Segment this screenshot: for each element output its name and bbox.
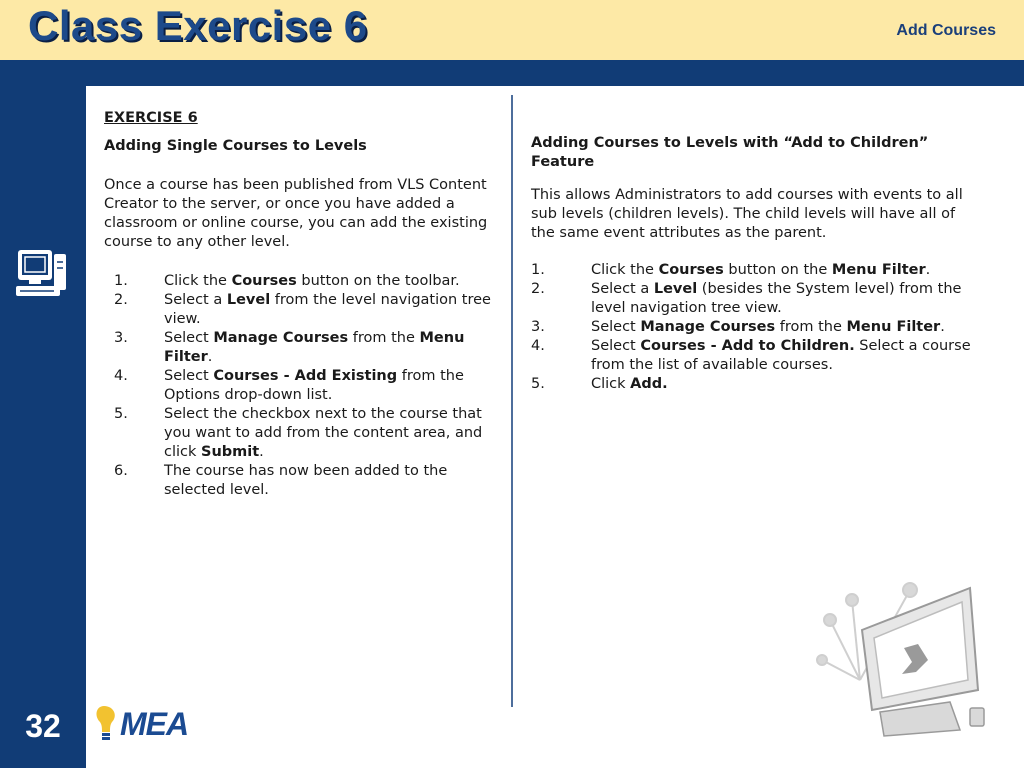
step-item xyxy=(114,462,504,500)
step-number: 4. xyxy=(531,338,545,354)
slide-title: Class Exercise 6 xyxy=(28,2,368,49)
slide-number: 32 xyxy=(25,708,61,744)
monitor-network-icon xyxy=(800,580,1000,740)
step-text: from the xyxy=(348,330,420,346)
step-text: Click xyxy=(591,376,631,392)
step-keyword: Submit xyxy=(201,444,260,460)
step-text: Click the xyxy=(591,262,659,278)
logo-text: MEA xyxy=(120,706,189,742)
sidebar xyxy=(0,86,86,768)
step-number: 5. xyxy=(531,376,545,392)
step-keyword: Menu Filter xyxy=(164,330,465,365)
step-item xyxy=(531,318,971,337)
slide-subtitle: Add Courses xyxy=(896,22,996,39)
step-text: Click the xyxy=(164,273,232,289)
right-intro: This allows Administrators to add courses with events to all sub levels (children levels). The child levels will have all of the same event attributes as the parent. xyxy=(531,187,963,241)
step-text: from the level navigation tree view. xyxy=(164,292,491,327)
header-band xyxy=(0,60,1024,86)
step-keyword: Manage Courses xyxy=(640,319,776,335)
step-text: Select a xyxy=(164,292,227,308)
step-number: 4. xyxy=(114,368,128,384)
step-text: The course has now been added to the selected level. xyxy=(164,463,448,498)
step-keyword: Add. xyxy=(630,376,668,392)
step-item xyxy=(114,367,504,405)
step-text: Select a xyxy=(591,281,654,297)
step-number: 3. xyxy=(114,330,128,346)
step-text: . xyxy=(925,262,931,278)
step-number: 1. xyxy=(114,273,128,289)
step-keyword: Level xyxy=(226,292,271,308)
step-text: . xyxy=(207,349,213,365)
header-bar xyxy=(0,0,1024,60)
step-item xyxy=(114,272,504,291)
left-intro: Once a course has been published from VLS Content Creator to the server, or once you have added a classroom or online course, you can add the existing course to any other level. xyxy=(104,177,488,250)
step-item xyxy=(114,291,504,329)
step-keyword: Level xyxy=(653,281,698,297)
step-keyword: Manage Courses xyxy=(213,330,349,346)
right-column xyxy=(531,134,971,394)
step-number: 1. xyxy=(531,262,545,278)
step-text: from the Options drop-down list. xyxy=(164,368,464,403)
step-keyword: Courses xyxy=(658,262,724,278)
step-item xyxy=(531,280,971,318)
step-number: 2. xyxy=(531,281,545,297)
left-steps-list xyxy=(114,272,504,500)
step-number: 6. xyxy=(114,463,128,479)
step-text: . xyxy=(940,319,945,335)
step-item xyxy=(114,329,504,367)
right-heading: Adding Courses to Levels with “Add to Children” Feature xyxy=(531,135,929,170)
step-text: (besides the System level) from the level navigation tree view. xyxy=(591,281,962,316)
step-text: button on the toolbar. xyxy=(296,273,460,289)
step-text: Select the checkbox next to the course that you want to add from the content area, and click xyxy=(164,406,483,460)
right-steps-list xyxy=(531,261,971,394)
step-text: Select xyxy=(164,368,214,384)
left-heading: Adding Single Courses to Levels xyxy=(104,138,367,154)
step-text: Select xyxy=(164,330,214,346)
step-text: from the xyxy=(775,319,847,335)
desktop-computer-icon xyxy=(14,244,70,302)
step-item xyxy=(531,337,971,375)
step-text: Select a course from the list of available courses. xyxy=(591,338,971,373)
step-item xyxy=(114,405,504,462)
step-keyword: Menu Filter xyxy=(846,319,941,335)
step-number: 3. xyxy=(531,319,545,335)
step-keyword: Menu Filter xyxy=(831,262,926,278)
step-keyword: Courses - Add Existing xyxy=(213,368,398,384)
column-divider xyxy=(511,95,513,707)
left-column xyxy=(104,109,504,500)
step-text: Select xyxy=(591,319,641,335)
step-keyword: Courses xyxy=(231,273,297,289)
step-text: Select xyxy=(591,338,641,354)
step-text: button on the xyxy=(723,262,832,278)
step-number: 5. xyxy=(114,406,128,422)
step-number: 2. xyxy=(114,292,128,308)
exercise-label: EXERCISE 6 xyxy=(104,110,198,126)
step-keyword: Courses - Add to Children. xyxy=(640,338,855,354)
step-item xyxy=(531,261,971,280)
step-item xyxy=(531,375,971,394)
step-text: . xyxy=(259,444,264,460)
